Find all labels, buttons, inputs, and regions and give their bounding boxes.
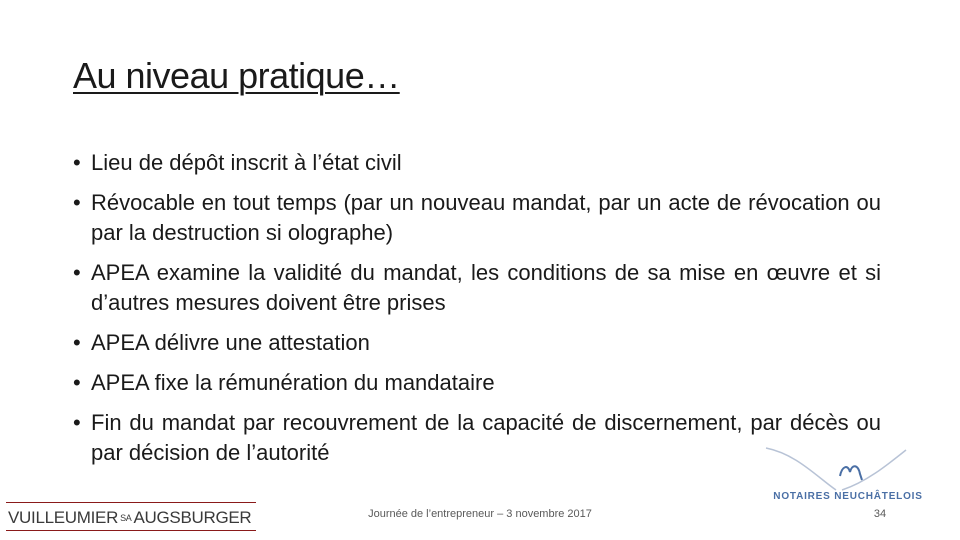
bullet-icon: •: [73, 370, 81, 395]
bullet-item: [73, 328, 881, 358]
bullet-text: APEA examine la validité du mandat, les conditions de sa mise en œuvre et si d’autres mesures doivent être prises: [91, 260, 881, 315]
bullet-text: APEA fixe la rémunération du mandataire: [91, 370, 495, 395]
logo-name-b: AUGSBURGER: [133, 508, 252, 527]
bullet-item: [73, 148, 881, 178]
bullet-icon: •: [73, 410, 81, 435]
bullet-icon: •: [73, 190, 81, 215]
bullet-text: Fin du mandat par recouvrement de la capacité de discernement, par décès ou par décision de l’autorité: [91, 410, 881, 465]
logo-n-glyph: [840, 466, 862, 480]
bullet-item: [73, 258, 881, 318]
logo-sa: SA: [120, 513, 132, 523]
bullet-item: [73, 368, 881, 398]
logo-top-rule: [6, 502, 256, 503]
bullet-icon: •: [73, 330, 81, 355]
page-number: 34: [873, 508, 887, 520]
footer-event-text: Journée de l’entrepreneur – 3 novembre 2017: [368, 508, 592, 520]
logo-bottom-rule: [6, 530, 256, 531]
vuilleumier-augsburger-logo: [0, 502, 256, 536]
slide-title: Au niveau pratique…: [73, 55, 400, 96]
bullet-text: APEA délivre une attestation: [91, 330, 370, 355]
bullet-text: Lieu de dépôt inscrit à l’état civil: [91, 150, 402, 175]
notaires-logo-text: NOTAIRES NEUCHÂTELOIS: [773, 491, 923, 502]
bullet-item: [73, 188, 881, 248]
bullet-icon: •: [73, 260, 81, 285]
bullet-list: [73, 148, 881, 478]
bullet-icon: •: [73, 150, 81, 175]
logo-swoosh-left: [766, 448, 836, 490]
bullet-text: Révocable en tout temps (par un nouveau mandat, par un acte de révocation ou par la destruction si olographe): [91, 190, 881, 245]
logo-wordmark: [8, 506, 258, 530]
logo-name-a: VUILLEUMIER: [8, 508, 119, 527]
